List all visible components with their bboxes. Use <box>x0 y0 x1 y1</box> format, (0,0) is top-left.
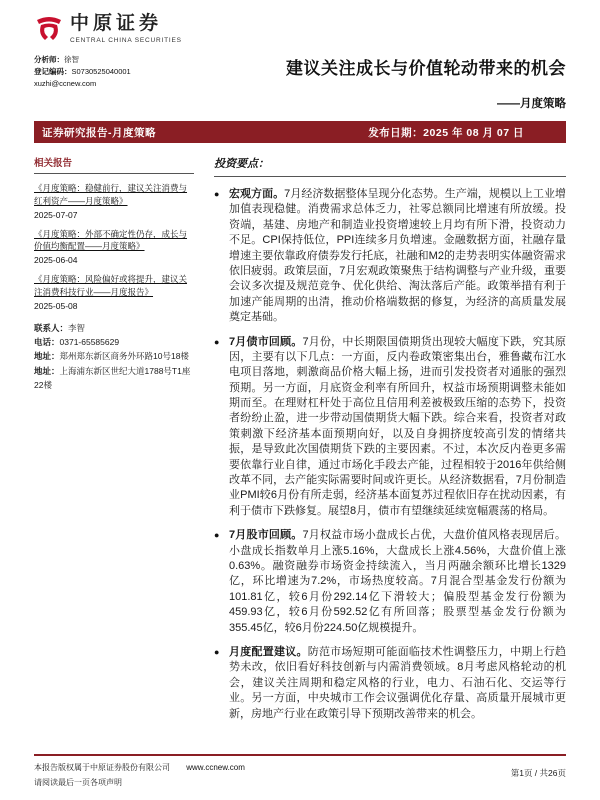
address-2: 上海浦东新区世纪大道1788号T1座22楼 <box>34 365 191 391</box>
bullet-title: 7月债市回顾。 <box>229 335 303 348</box>
related-report-date: 2025-05-08 <box>34 300 78 311</box>
banner-publish-date: 发布日期：2025 年 08 月 07 日 <box>368 126 524 139</box>
related-report-item <box>34 182 194 220</box>
report-title: 建议关注成长与价值轮动带来的机会 <box>286 59 566 78</box>
contact-name: 李智 <box>68 322 86 333</box>
bullet-title: 月度配置建议。 <box>229 645 308 658</box>
contact-line <box>34 321 194 335</box>
related-reports-heading: 相关报告 <box>34 155 194 174</box>
category-banner <box>34 121 566 143</box>
bullet-text: 7月份，中长期限国债期货出现较大幅度下跌，究其原因，主要有以下几点：一方面，反内卷政策密集出台，雅鲁藏布江水电项目落地，刺激商品价格大幅上扬，进而引发投资者对通胀的强烈预期。另一方面，月底资金利率有所回升，权益市场预期调整未能如期而至。在理财杠杆处于高位且信用利差被极致压缩的态势下，投资者纷纷止盈，进一步带动国债期货大幅下跌。综合来看，投资者对政策刺激下经济基本面预期向好，以及自身拥挤度较高引发的情绪共振，是导致此次国债期货下跌的主要因素。不过，本次反内卷更多需要依靠行业自律，通过市场化手段去产能，过程相较于2016年供给侧改革不同，去产能实际需要时间或许更长。从经济数据看，7月份制造业PMI较6月份有所走弱，经济基本面复苏过程依旧存在扰动因素，有利于债市下跌修复。展望8月，债市有望继续延续宽幅震荡的格局。 <box>229 335 566 517</box>
main-content <box>214 155 566 754</box>
bullet-bond-market <box>214 335 566 520</box>
report-header <box>34 14 566 111</box>
bullet-stock-market <box>214 528 566 636</box>
address-line-2 <box>34 364 194 393</box>
company-name-en: CENTRAL CHINA SECURITIES <box>70 36 182 44</box>
bullet-macro <box>214 187 566 326</box>
company-name-block <box>70 14 182 44</box>
header-left <box>34 14 264 111</box>
analyst-label: 分析师： <box>34 55 64 64</box>
bullet-allocation-advice <box>214 645 566 722</box>
related-report-link[interactable]: 《月度策略：外部不确定性仍存，成长与价值均衡配置——月度策略》 <box>34 228 188 252</box>
address-1: 郑州郑东新区商务外环路10号18楼 <box>59 351 189 362</box>
bullet-text: 7月权益市场小盘成长占优，大盘价值风格表现居后。小盘成长指数单月上涨5.16%，大盘成长上涨4.56%，大盘价值上涨0.63%。融资融券市场资金持续流入，当月两融余额环比增长1329亿，环比增速为7.2%，市场热度较高。7月混合型基金发行份额为101.81亿，较6月份292.14亿下滑较大；偏股型基金发行份额为459.93亿，较6月份592.52亿有所回落；股票型基金发行份额为355.45亿，较6月份224.50亿规模提升。 <box>229 529 566 634</box>
related-report-link[interactable]: 《月度策略：风险偏好或将提升，建议关注消费科技行业——月度报告》 <box>34 274 188 297</box>
footer-left <box>34 761 245 790</box>
registration-line <box>34 66 264 78</box>
copyright-line <box>34 761 245 775</box>
bullet-title: 宏观方面。 <box>229 188 285 200</box>
analyst-name: 徐智 <box>64 55 79 64</box>
banner-category: 证券研究报告-月度策略 <box>42 126 156 139</box>
disclaimer-note: 请阅读最后一页各项声明 <box>34 777 122 787</box>
company-logo-icon <box>34 14 64 44</box>
related-report-item <box>34 273 194 311</box>
registration-code: S0730525040001 <box>71 67 131 76</box>
related-report-item <box>34 228 194 266</box>
bullet-title: 7月股市回顾。 <box>229 529 303 542</box>
related-report-link[interactable]: 《月度策略：稳健前行，建议关注消费与红利资产——月度策略》 <box>34 183 188 206</box>
address-label-2: 地址： <box>34 365 60 376</box>
analyst-email-link[interactable]: xuzhi@ccnew.com <box>34 79 97 88</box>
contact-info <box>34 321 194 393</box>
bullet-text: 防范市场短期可能面临技术性调整压力，中期上行趋势未改，依旧看好科技创新与内需消费领域。8月考虑风格轮动的机会，建议关注周期和稳定风格的行业，电力、石油石化、交运等行业。另一方面，中央城市工作会议强调优化存量、高质量开展城市更新，房地产行业在政策引导下预期改善带来的机会。 <box>229 645 567 720</box>
phone-label: 电话： <box>34 336 60 347</box>
related-report-date: 2025-06-04 <box>34 255 78 265</box>
related-report-date: 2025-07-07 <box>34 209 78 220</box>
company-name-cn: 中原证券 <box>70 13 163 34</box>
report-subtitle: ——月度策略 <box>497 98 566 110</box>
registration-label: 登记编码： <box>34 67 72 76</box>
phone-number: 0371-65585629 <box>59 336 120 347</box>
email-line <box>34 78 264 90</box>
copyright-text: 本报告版权属于中原证券股份有限公司 <box>34 763 170 773</box>
contact-label: 联系人： <box>34 322 69 333</box>
analyst-line <box>34 54 264 66</box>
address-label-1: 地址： <box>34 351 60 362</box>
sidebar-related-reports <box>34 155 194 754</box>
website-link[interactable]: www.ccnew.com <box>186 763 245 773</box>
bullet-text: 7月经济数据整体呈现分化态势。生产端，规模以上工业增加值表现稳健。消费需求总体乏力，社零总额同比增速有所放缓。投资端，基建、房地产和制造业投资增速较上月均有所下滑，投资动力不足。CPI保持低位，PPI连续多月负增速。金融数据方面，社融存量增速主要依靠政府债券发行托底，社融和M2的走势表明实体融资需求依旧疲弱。政策层面，7月宏观政策聚焦于结构调整与产业升级，重要会议多次提及规范竞争、优化供给、淘汰落后产能。政策举措有利于加速产能周期的出清，推动价格端数据的修复，为经济的高质量发展奠定基础。 <box>229 188 567 324</box>
page-number: 第1页 / 共26页 <box>510 768 566 779</box>
header-right <box>264 14 566 111</box>
address-line-1 <box>34 349 194 363</box>
report-footer <box>34 754 566 790</box>
content-columns <box>34 155 566 754</box>
key-points-heading: 投资要点： <box>214 155 566 177</box>
phone-line <box>34 335 194 349</box>
analyst-info <box>34 54 264 90</box>
company-logo <box>34 14 264 44</box>
